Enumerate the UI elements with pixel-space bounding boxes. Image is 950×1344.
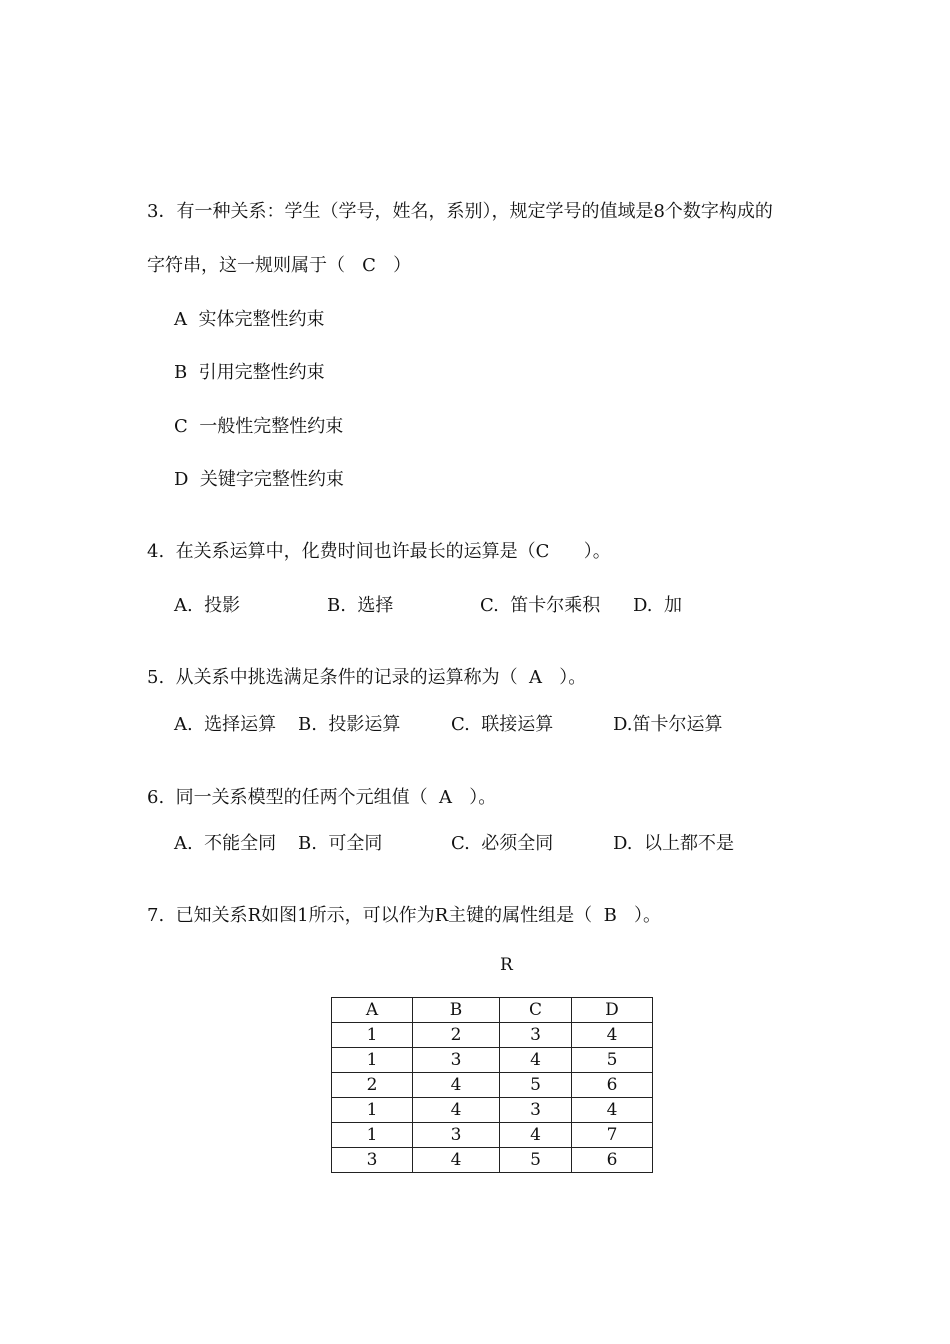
table-cell: 4 (413, 1148, 500, 1173)
question-6-option-d: D. 以上都不是 (613, 833, 734, 854)
table-row (332, 1123, 653, 1148)
question-7-stem: 7. 已知关系R如图1所示，可以作为R主键的属性组是（ B ）。 (147, 905, 662, 926)
question-6-option-b: B. 可全同 (298, 833, 383, 854)
question-3-option-c: C 一般性完整性约束 (174, 416, 344, 437)
question-3-option-d: D 关键字完整性约束 (174, 469, 344, 490)
question-4-option-a: A. 投影 (174, 595, 241, 616)
table-header-cell: C (500, 998, 572, 1023)
table-cell: 4 (500, 1048, 572, 1073)
table-header-cell: A (332, 998, 413, 1023)
table-cell: 4 (500, 1123, 572, 1148)
table-cell: 4 (572, 1023, 653, 1048)
table-cell: 1 (332, 1023, 413, 1048)
question-5-option-a: A. 选择运算 (174, 714, 277, 735)
table-cell: 3 (413, 1123, 500, 1148)
question-5-option-b: B. 投影运算 (298, 714, 401, 735)
question-4-stem: 4. 在关系运算中，化费时间也许最长的运算是（C ）。 (147, 541, 611, 562)
table-cell: 4 (413, 1073, 500, 1098)
question-6-option-a: A. 不能全同 (174, 833, 277, 854)
table-cell: 1 (332, 1098, 413, 1123)
table-cell: 1 (332, 1048, 413, 1073)
table-header-cell: B (413, 998, 500, 1023)
table-row (332, 1073, 653, 1098)
table-cell: 3 (413, 1048, 500, 1073)
table-cell: 2 (413, 1023, 500, 1048)
question-3-line-1: 3．有一种关系：学生（学号，姓名，系别），规定学号的值域是8个数字构成的 (147, 201, 773, 222)
table-row (332, 1048, 653, 1073)
question-3-line-2: 字符串，这一规则属于（ C ） (147, 255, 412, 276)
table-header-row (332, 998, 653, 1023)
table-cell: 4 (572, 1098, 653, 1123)
table-cell: 3 (332, 1148, 413, 1173)
table-row (332, 1148, 653, 1173)
table-cell: 6 (572, 1148, 653, 1173)
question-4-option-d: D. 加 (633, 595, 682, 616)
relation-table (331, 997, 653, 1173)
question-4-option-c: C. 笛卡尔乘积 (480, 595, 601, 616)
question-5-stem: 5. 从关系中挑选满足条件的记录的运算称为（ A ）。 (147, 667, 587, 688)
table-cell: 4 (413, 1098, 500, 1123)
table-cell: 7 (572, 1123, 653, 1148)
question-6-stem: 6. 同一关系模型的任两个元组值（ A ）。 (147, 787, 497, 808)
table-header-cell: D (572, 998, 653, 1023)
question-5-option-d: D.笛卡尔运算 (613, 714, 723, 735)
question-4-option-b: B. 选择 (327, 595, 394, 616)
table-cell: 2 (332, 1073, 413, 1098)
question-3-option-a: A 实体完整性约束 (174, 309, 325, 330)
question-3-option-b: B 引用完整性约束 (174, 362, 325, 383)
question-6-option-c: C. 必须全同 (451, 833, 554, 854)
table-cell: 5 (500, 1148, 572, 1173)
table-caption: R (500, 955, 513, 975)
table-cell: 5 (500, 1073, 572, 1098)
table-cell: 1 (332, 1123, 413, 1148)
table-cell: 6 (572, 1073, 653, 1098)
table-row (332, 1098, 653, 1123)
question-5-option-c: C. 联接运算 (451, 714, 554, 735)
table-row (332, 1023, 653, 1048)
table-cell: 3 (500, 1023, 572, 1048)
table-cell: 3 (500, 1098, 572, 1123)
table-cell: 5 (572, 1048, 653, 1073)
